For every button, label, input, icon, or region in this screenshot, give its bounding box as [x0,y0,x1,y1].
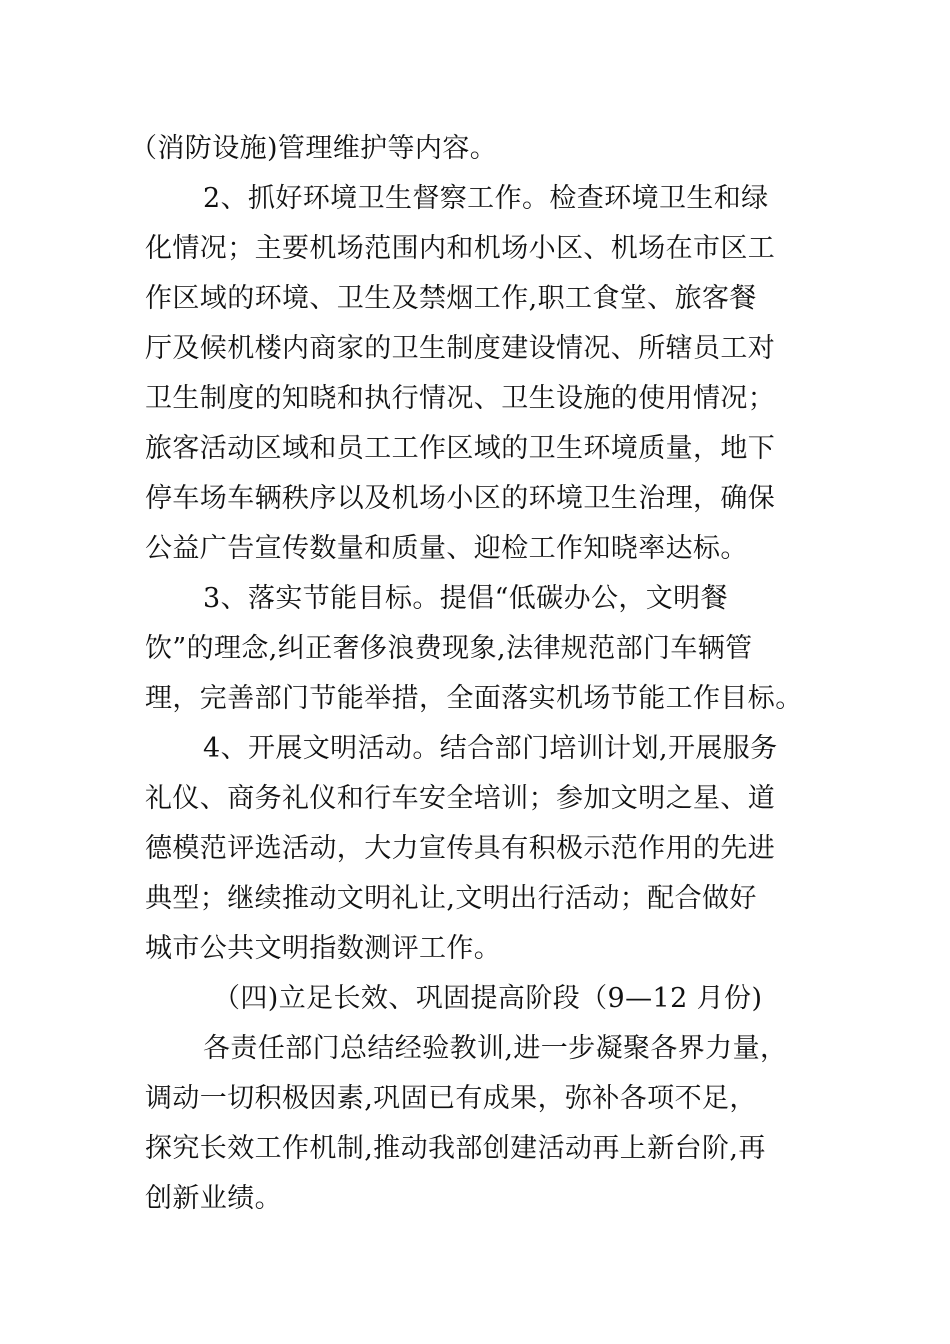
paragraph-line: 理，完善部门节能举措，全面落实机场节能工作目标。 [145,683,803,714]
paragraph-line: 卫生制度的知晓和执行情况、卫生设施的使用情况； [145,383,776,414]
paragraph-line: 旅客活动区域和员工工作区域的卫生环境质量，地下 [145,433,776,464]
paragraph-line: 探究长效工作机制,推动我部创建活动再上新台阶,再 [145,1133,766,1164]
paragraph-line: 作区域的环境、卫生及禁烟工作,职工食堂、旅客餐 [145,283,757,314]
paragraph-line: 创新业绩。 [145,1183,282,1214]
paragraph-line: 公益广告宣传数量和质量、迎检工作知晓率达标。 [145,533,748,564]
paragraph-line: 各责任部门总结经验教训,进一步凝聚各界力量， [203,1033,788,1064]
paragraph-line: （消防设施)管理维护等内容。 [130,133,498,164]
paragraph-line: 化情况；主要机场范围内和机场小区、机场在市区工 [145,233,776,264]
paragraph-line: 礼仪、商务礼仪和行车安全培训；参加文明之星、道 [145,783,776,814]
paragraph-line: 城市公共文明指数测评工作。 [145,933,502,964]
paragraph-line: 典型；继续推动文明礼让,文明出行活动；配合做好 [145,883,757,914]
paragraph-line: 3、落实节能目标。提倡“低碳办公，文明餐 [203,583,728,614]
section-heading: （四)立足长效、巩固提高阶段（9—12 月份) [213,983,763,1014]
paragraph-line: 停车场车辆秩序以及机场小区的环境卫生治理，确保 [145,483,776,514]
paragraph-line: 饮”的理念,纠正奢侈浪费现象,法律规范部门车辆管 [145,633,753,664]
paragraph-line: 厅及候机楼内商家的卫生制度建设情况、所辖员工对 [145,333,776,364]
paragraph-line: 调动一切积极因素,巩固已有成果，弥补各项不足， [145,1083,757,1114]
paragraph-line: 4、开展文明活动。结合部门培训计划,开展服务 [203,733,778,764]
paragraph-line: 德模范评选活动，大力宣传具有积极示范作用的先进 [145,833,776,864]
paragraph-line: 2、抓好环境卫生督察工作。检查环境卫生和绿 [203,183,769,214]
